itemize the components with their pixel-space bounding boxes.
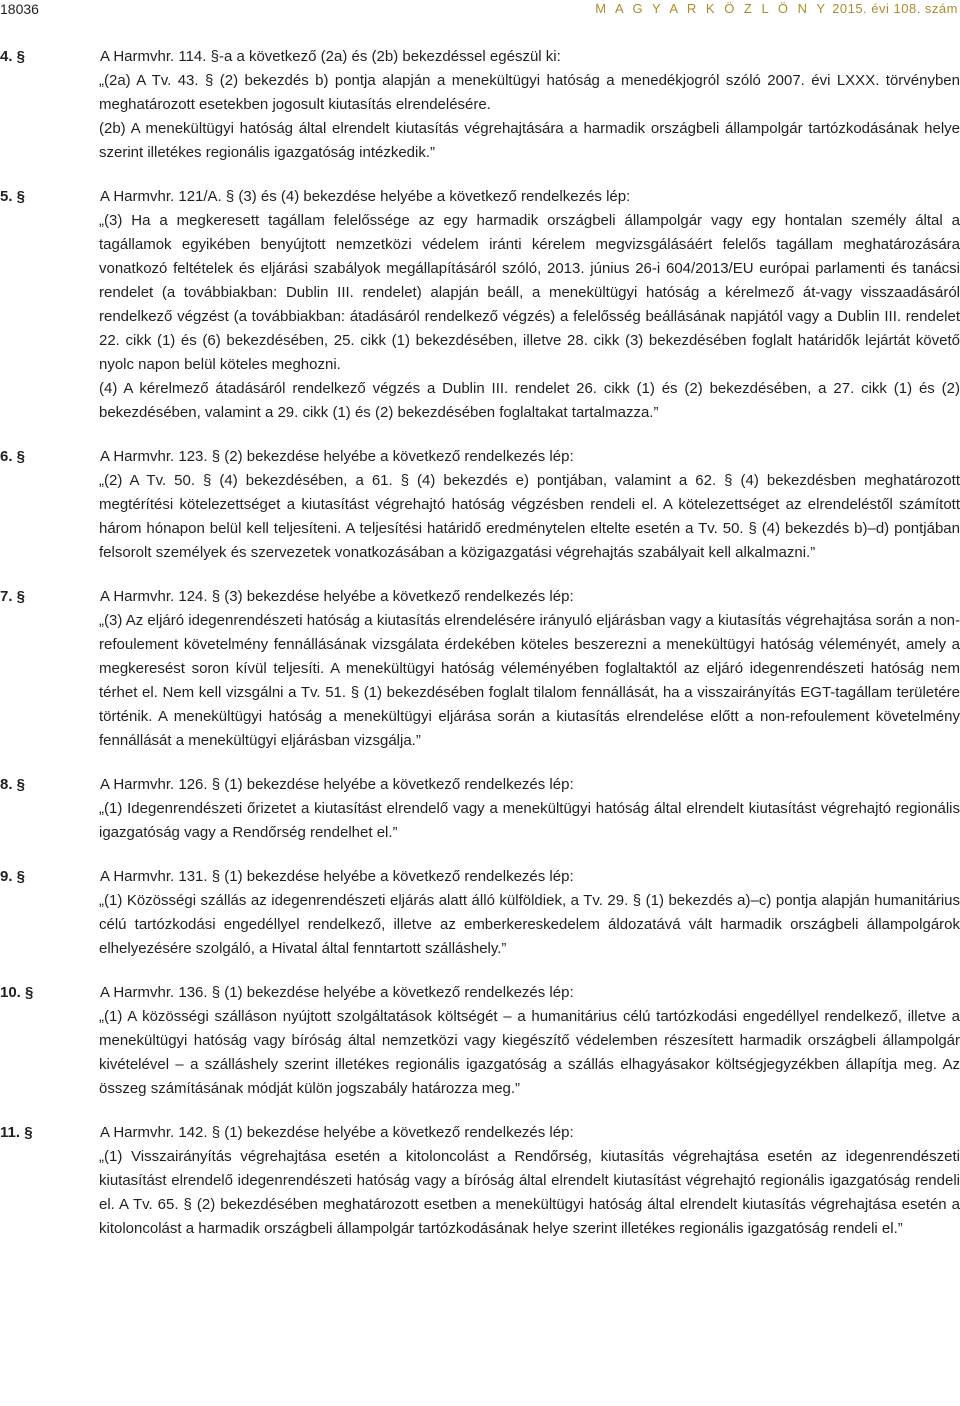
section-5: [0, 185, 960, 425]
section-6: [0, 445, 960, 565]
section-8: [0, 773, 960, 845]
section-number: 9. §: [0, 868, 26, 885]
section-7: [0, 585, 960, 753]
section-number: 7. §: [0, 588, 26, 605]
section-intro: A Harmvhr. 136. § (1) bekezdése helyébe a következő rendelkezés lép:: [100, 984, 574, 1001]
section-intro: A Harmvhr. 142. § (1) bekezdése helyébe a következő rendelkezés lép:: [100, 1124, 574, 1141]
section-paragraph: „(1) Idegenrendészeti őrizetet a kiutasítást elrendelő vagy a menekültügyi hatóság által elrendelt kiutasítást végrehajtó regionális igazgatóság vagy a Rendőrség rendelhet el.”: [99, 800, 960, 841]
section-intro: A Harmvhr. 121/A. § (3) és (4) bekezdése helyébe a következő rendelkezés lép:: [100, 188, 631, 205]
issue-number: 2015. évi 108. szám: [832, 1, 958, 16]
section-9: [0, 865, 960, 961]
section-11: [0, 1121, 960, 1241]
section-paragraph: „(3) Ha a megkeresett tagállam felelőssége az egy harmadik országbeli állampolgár vagy egy hontalan személy által a tagállamok egyikében benyújtott nemzetközi védelem iránti kérelem megvizsgálásáért felelős tagállam meghatározására vonatkozó feltételek és eljárási szabályok megállapításáról szóló, 2013. június 26-i 604/2013/EU európai parlamenti és tanácsi rendelet (a továbbiakban: Dublin III. rendelet) alapján beáll, a menekültügyi hatóság a kérelmező át-vagy visszaadásáról rendelkező végzést (a továbbiakban: átadásáról rendelkező végzés) a felelősség beállásának napjától vagy a Dublin III. rendelet 22. cikk (1) és (6) bekezdésében, 25. cikk (1) bekezdésében, illetve 28. cikk (3) bekezdésében foglalt határidők lejártát követő nyolc napon belül köteles meghozni.: [99, 212, 960, 373]
section-intro: A Harmvhr. 114. §-a a következő (2a) és (2b) bekezdéssel egészül ki:: [100, 48, 561, 65]
section-paragraph: „(1) A közösségi szálláson nyújtott szolgáltatások költségét – a humanitárius célú tartózkodási engedéllyel rendelkező, illetve a menekültügyi hatóság vagy bíróság által nemzetközi vagy kiegészítő védelemben részesített harmadik országbeli állampolgár kivételével – a szálláshely szerint illetékes regionális igazgatóság a szállás elhagyásakor költségjegyzékben állapítja meg. Az összeg számításának módját külön jogszabály határozza meg.”: [99, 1008, 960, 1097]
page-header: [0, 0, 960, 22]
section-number: 6. §: [0, 448, 26, 465]
section-10: [0, 981, 960, 1101]
section-paragraph: (2b) A menekültügyi hatóság által elrendelt kiutasítás végrehajtására a harmadik országbeli állampolgár tartózkodásának helye szerint illetékes regionális igazgatóság intézkedik.”: [99, 120, 960, 161]
section-number: 8. §: [0, 776, 26, 793]
section-intro: A Harmvhr. 126. § (1) bekezdése helyébe a következő rendelkezés lép:: [100, 776, 574, 793]
section-intro: A Harmvhr. 123. § (2) bekezdése helyébe a következő rendelkezés lép:: [100, 448, 574, 465]
section-paragraph: „(1) Közösségi szállás az idegenrendészeti eljárás alatt álló külföldiek, a Tv. 29. § (1) bekezdés a)–c) pontja alapján humanitárius célú tartózkodási engedéllyel rendelkező, illetve az emberkereskedelem áldozatává vált harmadik országbeli állampolgárok elhelyezésére szolgáló, a Hivatal által fenntartott szálláshely.”: [99, 892, 960, 957]
page-number: 18036: [0, 1, 39, 17]
section-paragraph: (4) A kérelmező átadásáról rendelkező végzés a Dublin III. rendelet 26. cikk (1) és (2) bekezdésében, a 27. cikk (1) és (2) bekezdésében, valamint a 29. cikk (1) és (2) bekezdésében foglaltakat tartalmazza.”: [99, 380, 960, 421]
section-number: 11. §: [0, 1124, 33, 1141]
section-4: [0, 45, 960, 165]
section-paragraph: „(3) Az eljáró idegenrendészeti hatóság a kiutasítás elrendelésére irányuló eljárásban vagy a kiutasítás végrehajtása során a non-refoulement követelmény fennállásának vizsgálata érdekében köteles beszerezni a menekültügyi hatóság véleményét, amely a megkeresést soron kívül teljesíti. A menekültügyi hatóság véleményében foglaltaktól az eljáró idegenrendészeti hatóság nem térhet el. Nem kell vizsgálni a Tv. 51. § (1) bekezdésében foglalt tilalom fennállását, ha a visszairányítás EGT-tagállam területére történik. A menekültügyi hatóság a menekültügyi eljárása során a kiutasítás elrendelése előtt a non-refoulement követelmény fennállását a menekültügyi eljárásban vizsgálja.”: [99, 612, 960, 749]
section-number: 4. §: [0, 48, 26, 65]
section-intro: A Harmvhr. 124. § (3) bekezdése helyébe a következő rendelkezés lép:: [100, 588, 574, 605]
section-paragraph: „(2) A Tv. 50. § (4) bekezdésében, a 61. § (4) bekezdés e) pontjában, valamint a 62. § (4) bekezdésben meghatározott megtérítési kötelezettséget a kiutasítást végrehajtó hatóság végzésben rendeli el. A kötelezettséget az elrendeléstől számított három hónapon belül kell teljesíteni. A teljesítési határidő eredménytelen eltelte esetén a Tv. 50. § (4) bekezdés b)–d) pontjában felsorolt személyek és szervezetek vonatkozásában a közigazgatási végrehajtás szabályait kell alkalmazni.”: [99, 472, 960, 561]
section-intro: A Harmvhr. 131. § (1) bekezdése helyébe a következő rendelkezés lép:: [100, 868, 574, 885]
section-paragraph: „(2a) A Tv. 43. § (2) bekezdés b) pontja alapján a menekültügyi hatóság a menedékjogról szóló 2007. évi LXXX. törvényben meghatározott esetekben jogosult kiutasítás elrendelésére.: [99, 72, 960, 113]
section-number: 5. §: [0, 188, 26, 205]
document-body: [0, 45, 960, 1261]
publication-info: [595, 0, 958, 18]
section-paragraph: „(1) Visszairányítás végrehajtása esetén a kitoloncolást a Rendőrség, kiutasítás végrehajtása esetén az idegenrendészeti kiutasítást elrendelő idegenrendészeti hatóság vagy a bíróság által elrendelt kiutasítást végrehajtó regionális igazgatóság rendeli el. A Tv. 65. § (2) bekezdésében meghatározott esetben a menekültügyi hatóság által elrendelt kiutasítás végrehajtása esetén a kitoloncolást a harmadik országbeli állampolgár tartózkodásának helye szerint illetékes regionális igazgatóság rendeli el.”: [99, 1148, 960, 1237]
section-number: 10. §: [0, 984, 34, 1001]
publication-title: M A G Y A R K Ö Z L Ö N Y: [595, 1, 829, 16]
